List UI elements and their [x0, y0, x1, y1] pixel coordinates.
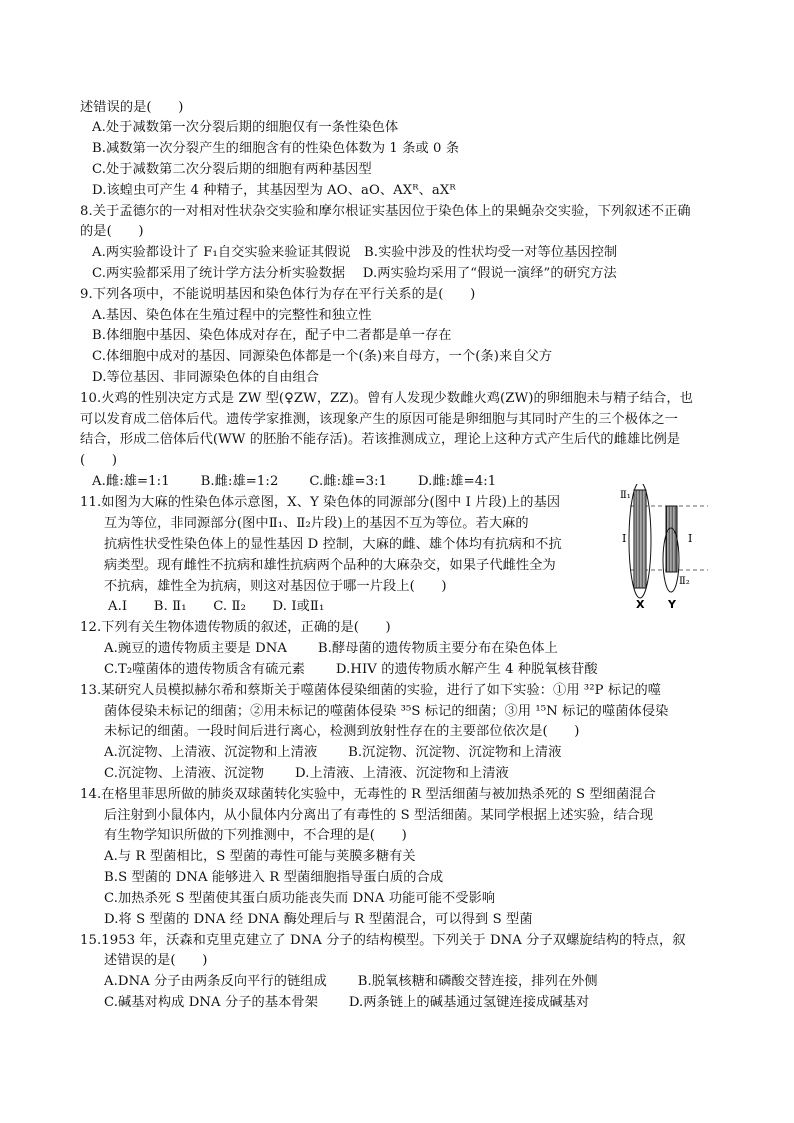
text-line: 可以发育成二倍体后代。遗传学家推测，该现象产生的原因可能是卵细胞与其同时产生的三个极体之一	[80, 412, 678, 427]
text-line: 结合，形成二倍体后代(WW 的胚胎不能存活)。若该推测成立，理论上这种方式产生后代的雌雄比例是	[80, 432, 681, 447]
text-line: D.该蝗虫可产生 4 种精子，其基因型为 AO、aO、AXᴿ、aXᴿ	[92, 183, 456, 198]
text-line: 不抗病，雄性全为抗病，则这对基因位于哪一片段上( )	[104, 579, 447, 594]
text-line: 13.某研究人员模拟赫尔希和蔡斯关于噬菌体侵染细菌的实验，进行了如下实验：①用 ³²P 标记的噬	[80, 683, 662, 698]
text-line: 菌体侵染未标记的细菌；②用未标记的噬菌体侵染 ³⁵S 标记的细菌；③用 ¹⁵N 标记的噬菌体侵染	[104, 704, 669, 719]
text-line: A.I B. Ⅱ₁ C. Ⅱ₂ D. Ⅰ或Ⅱ₁	[108, 599, 325, 614]
label-ii2: Ⅱ₂	[679, 576, 690, 587]
text-line: C.处于减数第二次分裂后期的细胞有两种基因型	[92, 162, 372, 177]
text-line: D.将 S 型菌的 DNA 经 DNA 酶处理后与 R 型菌混合，可以得到 S 型菌	[104, 912, 533, 927]
text-line: 病类型。现有雌性不抗病和雄性抗病两个品种的大麻杂交，如果子代雌性全为	[104, 558, 556, 573]
text-line: 12.下列有关生物体遗传物质的叙述，正确的是( )	[80, 620, 391, 635]
sex-chromosome-diagram	[600, 484, 710, 614]
text-line: 未标记的细菌。一段时间后进行离心，检测到放射性存在的主要部位依次是( )	[104, 724, 580, 739]
text-line: 抗病性状受性染色体上的显性基因 D 控制，大麻的雌、雄个体均有抗病和不抗	[104, 537, 562, 552]
text-line: 15.1953 年，沃森和克里克建立了 DNA 分子的结构模型。下列关于 DNA 分子双螺旋结构的特点，叙	[80, 933, 686, 948]
text-line: C.体细胞中成对的基因、同源染色体都是一个(条)来自母方，一个(条)来自父方	[92, 349, 553, 364]
text-line: C.两实验都采用了统计学方法分析实验数据 D.两实验均采用了“假说一演绎”的研究方法	[92, 266, 617, 281]
text-line: A.两实验都设计了 F₁自交实验来验证其假说 B.实验中涉及的性状均受一对等位基因控制	[92, 245, 618, 260]
text-line: 述错误的是( )	[80, 100, 184, 115]
label-ii1: Ⅱ₁	[620, 490, 631, 501]
text-line: D.等位基因、非同源染色体的自由组合	[92, 370, 320, 385]
text-line: 述错误的是( )	[104, 953, 208, 968]
text-line: A.与 R 型菌相比，S 型菌的毒性可能与荚膜多糖有关	[104, 849, 416, 864]
text-line: A.基因、染色体在生殖过程中的完整性和独立性	[92, 308, 372, 323]
text-line: B.S 型菌的 DNA 能够进入 R 型菌细胞指导蛋白质的合成	[104, 870, 444, 885]
label-y: Y	[668, 598, 676, 611]
text-line: A.雌:雄=1:1 B.雌:雄=1:2 C.雌:雄=3:1 D.雌:雄=4:1	[92, 474, 497, 489]
label-i-right: I	[688, 532, 693, 545]
text-line: 后注射到小鼠体内，从小鼠体内分离出了有毒性的 S 型活细菌。某同学根据上述实验，结合现	[104, 808, 654, 823]
text-line: A.处于减数第一次分裂后期的细胞仅有一条性染色体	[92, 120, 399, 135]
text-line: C.T₂噬菌体的遗传物质含有硫元素 D.HIV 的遗传物质水解产生 4 种脱氧核苷酸	[104, 662, 598, 677]
text-line: A.豌豆的遗传物质主要是 DNA B.酵母菌的遗传物质主要分布在染色体上	[104, 641, 558, 656]
x-chromosome	[634, 490, 646, 588]
text-line: 有生物学知识所做的下列推测中，不合理的是( )	[104, 828, 407, 843]
text-line: B.体细胞中基因、染色体成对存在，配子中二者都是单一存在	[92, 328, 452, 343]
text-line: ( )	[80, 453, 118, 468]
text-line: B.减数第一次分裂产生的细胞含有的性染色体数为 1 条或 0 条	[92, 141, 460, 156]
text-line: 8.关于孟德尔的一对相对性状杂交实验和摩尔根证实基因位于染色体上的果蝇杂交实验，下列叙述不正确	[80, 204, 691, 219]
text-line: C.碱基对构成 DNA 分子的基本骨架 D.两条链上的碱基通过氢键连接成碱基对	[104, 995, 590, 1010]
text-line: 互为等位，非同源部分(图中Ⅱ₁、Ⅱ₂片段)上的基因不互为等位。若大麻的	[104, 516, 529, 531]
label-x: X	[636, 598, 645, 611]
text-line: C.加热杀死 S 型菌使其蛋白质功能丧失而 DNA 功能可能不受影响	[104, 891, 496, 906]
text-line: A.沉淀物、上清液、沉淀物和上清液 B.沉淀物、沉淀物、沉淀物和上清液	[104, 745, 562, 760]
text-line: 的是( )	[80, 224, 144, 239]
text-line: A.DNA 分子由两条反向平行的链组成 B.脱氧核糖和磷酸交替连接，排列在外侧	[104, 974, 598, 989]
y-chromosome	[666, 506, 677, 572]
text-line: 10.火鸡的性别决定方式是 ZW 型(♀ZW，ZZ)。曾有人发现少数雌火鸡(ZW)的卵细胞未与精子结合，也	[80, 391, 693, 406]
text-line: C.沉淀物、上清液、沉淀物 D.上清液、上清液、沉淀物和上清液	[104, 766, 509, 781]
text-line: 11.如图为大麻的性染色体示意图，X、Y 染色体的同源部分(图中 I 片段)上的基因	[80, 495, 561, 510]
text-line: 9.下列各项中，不能说明基因和染色体行为存在平行关系的是( )	[80, 287, 476, 302]
label-i-left: I	[622, 532, 627, 545]
text-line: 14.在格里菲思所做的肺炎双球菌转化实验中，无毒性的 R 型活细菌与被加热杀死的 S 型细菌混合	[80, 787, 656, 802]
